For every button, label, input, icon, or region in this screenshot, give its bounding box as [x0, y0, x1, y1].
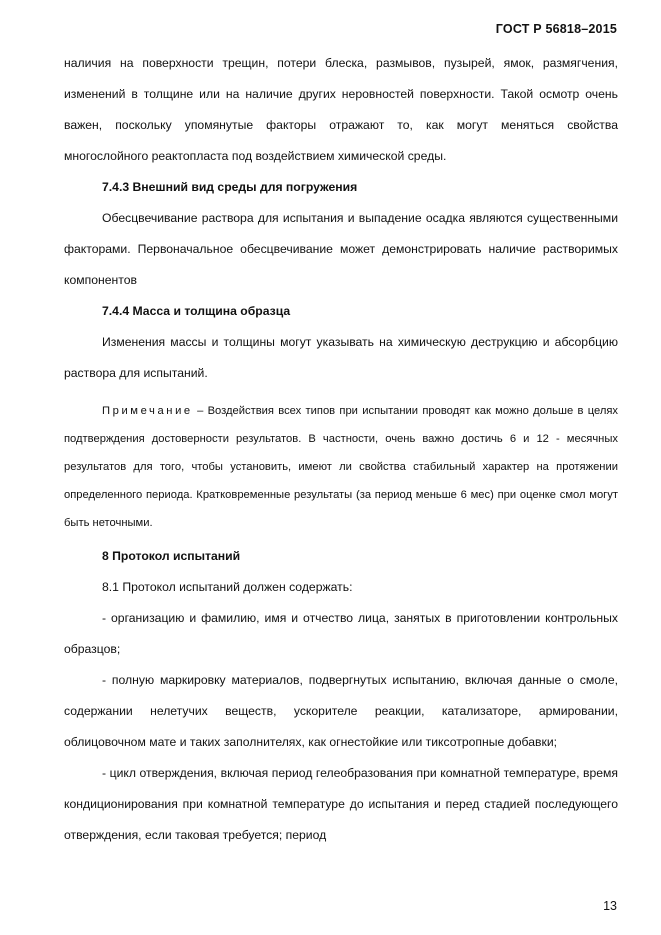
paragraph-7-4-3: Обесцвечивание раствора для испытания и выпадение осадка являются существенными факторами. Первоначальное обесцвечивание может демонстрировать наличие растворимых компонентов — [64, 211, 618, 287]
note-text: – Воздействия всех типов при испытании проводят как можно дольше в целях подтверждения достоверности результатов. В частности, очень важно достичь 6 и 12 - месячных результатов для того, чтобы установить, имеют ли свойства стабильный характер на протяжении определенного периода. Кратковременные результаты (за период меньше 6 мес) при оценке смол могут быть неточными. — [64, 405, 619, 529]
paragraph-continuation: наличия на поверхности трещин, потери блеска, размывов, пузырей, ямок, размягчения, изменений в толщине или на наличие других неровностей поверхности. Такой осмотр очень важен, поскольку упомянутые факторы отражают то, как могут меняться свойства многослойного реактопласта под воздействием химической среды. — [64, 56, 618, 163]
paragraph-7-4-4: Изменения массы и толщины могут указывать на химическую деструкцию и абсорбцию раствора для испытаний. — [64, 335, 618, 380]
note-block — [64, 397, 618, 537]
section-heading-7-4-4: 7.4.4 Масса и толщина образца — [102, 304, 291, 318]
list-item: - полную маркировку материалов, подвергнутых испытанию, включая данные о смоле, содержании нелетучих веществ, ускорителе реакции, катализаторе, армировании, облицовочном мате и таких заполнителях, как огнестойкие или тиксотропные добавки; — [64, 673, 618, 749]
document-header: ГОСТ Р 56818–2015 — [495, 22, 617, 36]
section-heading-7-4-3: 7.4.3 Внешний вид среды для погружения — [102, 180, 358, 194]
list-item: - цикл отверждения, включая период гелеобразования при комнатной температуре, время кондиционирования при комнатной температуре до испытания и перед стадией последующего отверждения, если таковая требуется; период — [64, 766, 618, 842]
paragraph-8-1: 8.1 Протокол испытаний должен содержать: — [102, 580, 353, 594]
page-body — [64, 48, 618, 851]
page-number: 13 — [603, 899, 617, 913]
list-item: - организацию и фамилию, имя и отчество лица, занятых в приготовлении контрольных образцов; — [64, 611, 618, 656]
section-heading-8: 8 Протокол испытаний — [102, 549, 241, 563]
note-label: Примечание — [102, 405, 193, 417]
